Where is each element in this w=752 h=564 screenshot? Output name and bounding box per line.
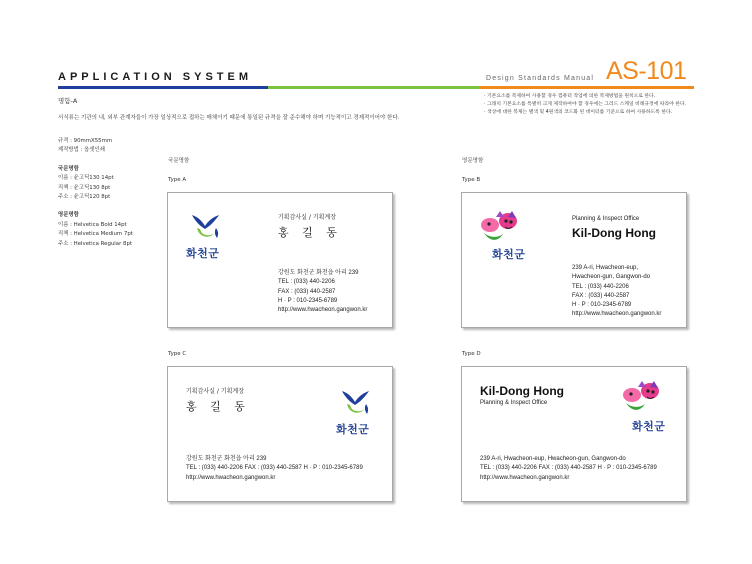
header-rule-blue [58,86,268,89]
hwacheon-logo-icon [188,211,222,243]
hwacheon-logo-icon [338,387,372,419]
address-line: H · P : 010-2345-6789 [278,297,338,304]
spec-kr-title: 국문명함 [58,165,79,172]
business-card-d [461,366,687,502]
address-line: 239 A-ri, Hwacheon-eup, [572,265,639,271]
type-d-label: Type D [462,351,481,357]
label-korean: 국문명함 [168,158,190,164]
business-card-a [167,192,393,328]
address-line: FAX : (033) 440-2587 [278,288,336,295]
card-name: Kil-Dong Hong [480,384,564,398]
spec-en-item: 이름 : Helvetica Bold 14pt [58,221,127,228]
header-rule-orange [480,86,694,89]
address-line: H · P : 010-2345-6789 [572,302,632,309]
logo-wordmark: 화천군 [336,423,370,436]
mascot-icon [618,379,662,415]
address-line: FAX : (033) 440-2587 [572,292,630,299]
card-title: Planning & Inspect Office [480,400,548,406]
mascot-icon [476,209,520,245]
label-english: 영문명함 [462,158,484,164]
type-a-label: Type A [168,177,187,183]
spec-kr-item: 직책 : 윤고딕130 8pt [58,184,111,191]
spec-kr-item: 이름 : 윤고딕130 14pt [58,175,114,182]
spec-en-item: 주소 : Helvetica Regular 8pt [58,240,132,247]
card-title: Planning & Inspect Office [572,216,640,222]
page-title: APPLICATION SYSTEM [58,71,253,83]
card-address [480,455,657,483]
card-address [186,455,363,483]
section-title: 명함-A [58,97,78,105]
card-address [278,269,367,315]
spec-size: 규격 : 90mmX55mm [58,138,113,144]
address-line: 강원도 화천군 화천읍 아리 239 [278,270,359,276]
address-line: http://www.hwacheon.gangwon.kr [480,474,570,481]
card-title: 기획감사실 / 기획계장 [186,388,245,395]
address-line: http://www.hwacheon.gangwon.kr [186,474,276,481]
manual-label: Design Standards Manual [486,75,595,82]
spec-en-item: 직책 : Helvetica Medium 7pt [58,231,133,238]
address-line: TEL : (033) 440-2206 FAX : (033) 440-2587 H · P : 010-2345-6789 [186,465,363,472]
address-line: Hwacheon-gun, Gangwon-do [572,274,651,281]
page-code: AS-101 [606,57,687,85]
note-item: · 그래픽 기본요소를 특별히 크게 제작하여야 할 경우에는 그리드 스케일 비례규정에 따라야 한다. [484,102,687,108]
card-name: Kil-Dong Hong [572,226,656,240]
address-line: 239 A-ri, Hwacheon-eup, Hwacheon-gun, Gangwon-do [480,456,626,462]
address-line: 강원도 화천군 화천읍 아리 239 [186,456,267,462]
header-rule-green [268,86,480,89]
note-item: · 색상에 대한 복제는 별색 및 4원색의 코드화 된 데이터를 기준으로 하여 사용하도록 한다. [484,110,673,116]
note-item: · 기본요소를 복제하여 사용할 경우 컴퓨터 작업에 의한 복제방법을 원칙으로 한다. [484,94,656,99]
spec-kr-item: 주소 : 윤고딕120 8pt [58,194,111,201]
card-name: 홍 길 동 [278,226,342,239]
specs-panel [58,137,133,249]
notes-list [484,93,686,118]
spec-en-title: 영문명함 [58,212,79,219]
address-line: TEL : (033) 440-2206 FAX : (033) 440-2587 H · P : 010-2345-6789 [480,465,657,472]
card-name: 홍 길 동 [186,400,250,413]
logo-wordmark: 화천군 [632,420,666,433]
type-c-label: Type C [168,351,187,357]
address-line: http://www.hwacheon.gangwon.kr [278,307,368,314]
address-line: http://www.hwacheon.gangwon.kr [572,311,662,318]
address-line: TEL : (033) 440-2206 [278,279,335,286]
card-address [572,264,661,320]
address-line: TEL : (033) 440-2206 [572,283,629,290]
spec-method: 제작방법 : 옵셋인쇄 [58,147,105,154]
type-b-label: Type B [462,177,481,183]
business-card-c [167,366,393,502]
logo-wordmark: 화천군 [492,248,526,261]
business-card-b [461,192,687,328]
logo-wordmark: 화천군 [186,247,220,260]
section-description: 서식류는 기관의 내, 외부 관계자들이 가장 일상적으로 접하는 매체이기 때문에 통일된 규격을 잘 준수해야 하며 기능적이고 경제적이어야 한다. [58,115,400,121]
card-title: 기획감사실 / 기획계장 [278,214,337,221]
